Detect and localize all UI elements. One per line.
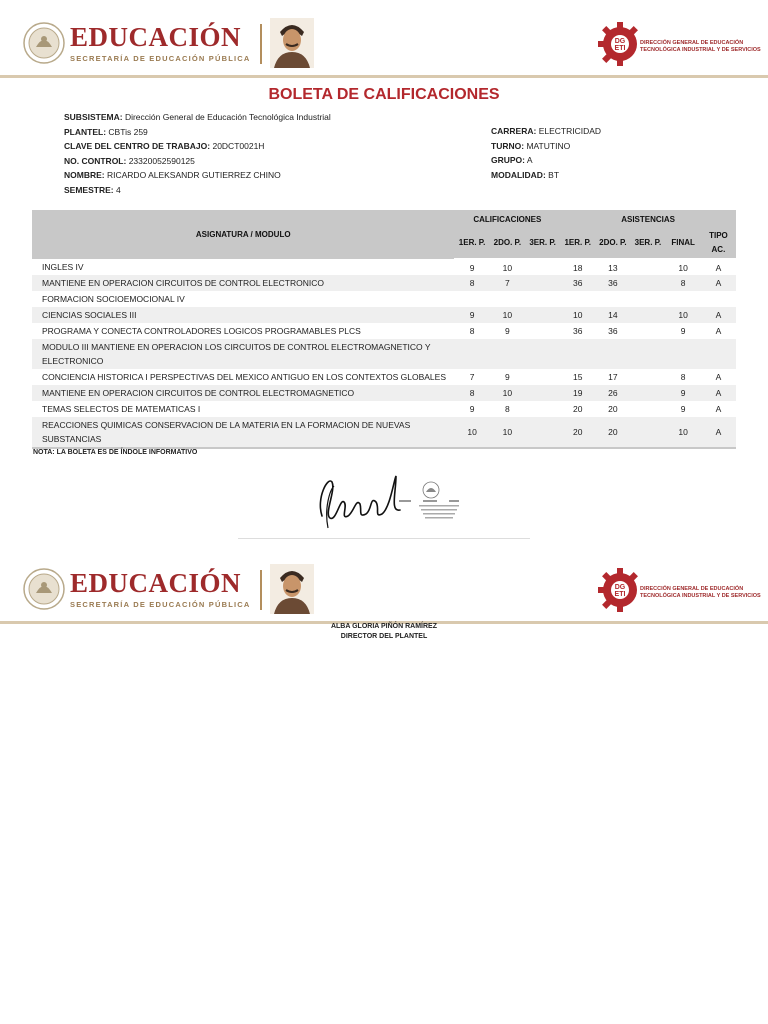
portrait-icon — [270, 18, 314, 68]
cell-a3 — [630, 323, 665, 339]
portrait-icon — [270, 564, 314, 614]
dgeti-logo — [598, 18, 768, 74]
svg-text:ETI: ETI — [614, 591, 626, 598]
cell-a2 — [595, 291, 630, 307]
dgeti-line-2: TECNOLÓGICA INDUSTRIAL Y DE SERVICIOS — [640, 46, 761, 53]
page-title: BOLETA DE CALIFICACIONES — [268, 86, 500, 103]
plantel-value: CBTis 259 — [108, 126, 148, 137]
dgeti-name — [640, 40, 768, 53]
grupo-label: GRUPO: — [491, 155, 525, 165]
cell-a2: 36 — [595, 275, 630, 291]
col-header-asis-1: 1ER. P. — [560, 228, 595, 259]
signatory-name: ALBA GLORIA PIÑÓN RAMÍREZ — [330, 623, 438, 630]
subsistema-field — [64, 110, 464, 125]
sep-logo — [22, 18, 322, 70]
cell-a1: 20 — [560, 417, 595, 448]
col-group-asistencias: ASISTENCIAS — [560, 210, 736, 228]
subject-name: INGLES IV — [42, 262, 84, 272]
table-row — [32, 401, 736, 417]
cell-c2: 10 — [502, 262, 513, 273]
subject-name: CONCIENCIA HISTORICA I PERSPECTIVAS DEL MEXICO ANTIGUO EN LOS CONTEXTOS GLOBALES — [42, 372, 447, 382]
bottom-header — [0, 546, 768, 624]
carrera-label: CARRERA: — [491, 126, 537, 136]
cell-tipo — [701, 291, 736, 307]
control-value: 23320052590125 — [128, 155, 195, 166]
divider — [260, 570, 262, 610]
cell-c1: 9 — [469, 404, 475, 414]
semestre-value: 4 — [115, 184, 121, 195]
cell-final: 9 — [680, 326, 686, 336]
table-row — [32, 369, 736, 385]
dgeti-line-1: DIRECCIÓN GENERAL DE EDUCACIÓN — [640, 40, 744, 46]
cell-tipo: A — [701, 385, 736, 401]
plantel-field — [64, 125, 464, 140]
subject-name: MANTIENE EN OPERACION CIRCUITOS DE CONTROL ELECTRONICO — [32, 275, 454, 291]
cell-c3 — [525, 385, 560, 401]
col-header-cal-1: 1ER. P. — [454, 228, 489, 259]
cell-tipo — [701, 339, 736, 369]
cell-a2: 20 — [608, 404, 618, 414]
cell-c3 — [525, 275, 560, 291]
dgeti-name — [640, 586, 768, 599]
cell-c2: 10 — [490, 417, 525, 448]
plantel-label: PLANTEL: — [64, 126, 107, 137]
informative-note: NOTA: LA BOLETA ES DE ÍNDOLE INFORMATIVO — [33, 449, 198, 456]
cell-a1: 20 — [573, 404, 583, 414]
signature-line — [238, 538, 530, 539]
clave-value: 20DCT0021H — [212, 141, 265, 151]
cell-a3 — [630, 259, 665, 275]
table-row — [32, 291, 736, 307]
national-seal-icon — [22, 567, 66, 611]
cell-a3 — [630, 369, 665, 385]
cell-a3 — [630, 385, 665, 401]
top-header — [0, 0, 768, 78]
cell-a3 — [630, 401, 665, 417]
cell-tipo: A — [701, 417, 736, 448]
sep-logo — [22, 564, 322, 616]
cell-tipo: A — [715, 404, 722, 414]
modalidad-label: MODALIDAD: — [491, 169, 546, 180]
grades-body — [32, 259, 736, 448]
control-field — [64, 154, 464, 169]
semestre-label: SEMESTRE: — [64, 184, 114, 195]
cell-c3 — [525, 259, 560, 275]
cell-c3 — [525, 291, 560, 307]
cell-a1: 18 — [573, 262, 583, 273]
subject-name: CIENCIAS SOCIALES III — [32, 307, 454, 323]
brand-subtitle: SECRETARÍA DE EDUCACIÓN PÚBLICA — [70, 54, 251, 63]
cell-c3 — [525, 401, 560, 417]
col-header-cal-3: 3ER. P. — [525, 228, 560, 259]
cell-final: 10 — [678, 262, 688, 273]
cell-a2: 14 — [595, 307, 630, 323]
cell-tipo: A — [715, 326, 722, 336]
cell-c1: 7 — [469, 372, 475, 382]
col-header-asis-3: 3ER. P. — [630, 228, 665, 259]
col-header-tipo: TIPO AC. — [701, 228, 736, 259]
col-header-final: FINAL — [665, 228, 700, 259]
dgeti-line-1: DIRECCIÓN GENERAL DE EDUCACIÓN — [640, 586, 744, 592]
carrera-field — [491, 124, 731, 139]
cell-a1: 36 — [573, 326, 583, 336]
subject-name: FORMACION SOCIOEMOCIONAL IV — [42, 294, 185, 304]
cell-a1 — [560, 291, 595, 307]
clave-field — [64, 139, 464, 154]
cell-a2: 36 — [608, 326, 618, 336]
modalidad-field — [491, 168, 731, 183]
divider — [260, 24, 262, 64]
official-stamp — [395, 478, 465, 526]
table-row — [32, 275, 736, 291]
subject-name: REACCIONES QUIMICAS CONSERVACION DE LA MATERIA EN LA FORMACION DE NUEVAS SUBSTANCIAS — [32, 417, 454, 448]
table-row — [32, 259, 736, 275]
clave-label: CLAVE DEL CENTRO DE TRABAJO: — [64, 141, 211, 151]
national-seal-icon — [22, 21, 66, 65]
signatory-position: DIRECTOR DEL PLANTEL — [340, 633, 428, 640]
cell-a1: 19 — [560, 385, 595, 401]
cell-c1: 8 — [454, 385, 489, 401]
nombre-label: NOMBRE: — [64, 170, 105, 180]
grupo-field — [491, 153, 731, 168]
cell-a3 — [630, 275, 665, 291]
cell-final: 9 — [665, 385, 700, 401]
cell-c2: 7 — [490, 275, 525, 291]
cell-c3 — [525, 417, 560, 448]
cell-c2 — [490, 339, 525, 369]
svg-text:DG: DG — [614, 584, 626, 591]
col-header-asis-2: 2DO. P. — [595, 228, 630, 259]
cell-c1: 10 — [454, 417, 489, 448]
header-rule — [0, 75, 768, 78]
cell-c1: 8 — [469, 326, 475, 336]
table-row — [32, 339, 736, 369]
cell-c1: 9 — [454, 307, 489, 323]
control-label: NO. CONTROL: — [64, 155, 127, 166]
svg-text:DG: DG — [614, 38, 626, 45]
cell-final — [665, 291, 700, 307]
cell-c1: 9 — [469, 262, 475, 273]
subject-name: TEMAS SELECTOS DE MATEMATICAS I — [42, 404, 201, 414]
cell-a2 — [595, 339, 630, 369]
cell-tipo: A — [715, 262, 722, 273]
cell-c3 — [525, 369, 560, 385]
cell-a2: 17 — [608, 372, 618, 382]
cell-a1: 15 — [573, 372, 583, 382]
cell-tipo: A — [701, 307, 736, 323]
table-row — [32, 323, 736, 339]
student-info-right — [491, 124, 731, 182]
subject-name: MODULO III MANTIENE EN OPERACION LOS CIRCUITOS DE CONTROL ELECTROMAGNETICO Y ELECTRONICO — [32, 339, 454, 369]
dgeti-logo — [598, 564, 768, 620]
cell-c3 — [525, 307, 560, 323]
grades-table — [32, 210, 736, 449]
grupo-value: A — [526, 155, 533, 165]
brand-title: EDUCACIÓN — [70, 22, 242, 52]
cell-a1: 10 — [560, 307, 595, 323]
col-header-asignatura: ASIGNATURA / MODULO — [32, 210, 454, 259]
carrera-value: ELECTRICIDAD — [538, 126, 602, 136]
subsistema-value: Dirección General de Educación Tecnológica Industrial — [124, 112, 331, 122]
cell-c2: 10 — [490, 385, 525, 401]
svg-text:ETI: ETI — [614, 45, 626, 52]
cell-final: 10 — [665, 417, 700, 448]
cell-a2: 26 — [595, 385, 630, 401]
nombre-value: RICARDO ALEKSANDR GUTIERREZ CHINO — [106, 170, 281, 180]
cell-c2: 9 — [504, 372, 510, 382]
cell-c2 — [490, 291, 525, 307]
cell-a1: 36 — [560, 275, 595, 291]
cell-final — [665, 339, 700, 369]
brand-title: EDUCACIÓN — [70, 568, 242, 598]
subsistema-label: SUBSISTEMA: — [64, 112, 123, 122]
cell-a3 — [630, 291, 665, 307]
cell-a3 — [630, 339, 665, 369]
semestre-field — [64, 183, 464, 198]
signatory — [0, 622, 768, 642]
cell-final: 8 — [680, 372, 686, 382]
cell-c1 — [454, 291, 489, 307]
col-group-calificaciones: CALIFICACIONES — [454, 210, 560, 228]
cell-tipo: A — [701, 275, 736, 291]
cell-final: 10 — [665, 307, 700, 323]
cell-final: 8 — [665, 275, 700, 291]
cell-c2: 10 — [490, 307, 525, 323]
cell-a3 — [630, 307, 665, 323]
subject-name: MANTIENE EN OPERACION CIRCUITOS DE CONTROL ELECTROMAGNETICO — [32, 385, 454, 401]
brand-subtitle: SECRETARÍA DE EDUCACIÓN PÚBLICA — [70, 600, 251, 609]
cell-a2: 20 — [595, 417, 630, 448]
col-header-cal-2: 2DO. P. — [490, 228, 525, 259]
cell-c1: 8 — [454, 275, 489, 291]
turno-field — [491, 139, 731, 154]
cell-a2: 13 — [608, 262, 618, 273]
cell-c3 — [525, 339, 560, 369]
cell-c1 — [454, 339, 489, 369]
cell-c3 — [525, 323, 560, 339]
table-row — [32, 385, 736, 401]
dgeti-line-2: TECNOLÓGICA INDUSTRIAL Y DE SERVICIOS — [640, 592, 761, 599]
cell-c2: 8 — [504, 404, 510, 414]
cell-a3 — [630, 417, 665, 448]
cell-a1 — [560, 339, 595, 369]
nombre-field — [64, 168, 464, 183]
subject-name: PROGRAMA Y CONECTA CONTROLADORES LOGICOS PROGRAMABLES PLCS — [42, 326, 361, 336]
turno-value: MATUTINO — [526, 140, 571, 151]
turno-label: TURNO: — [491, 140, 525, 151]
cell-c2: 9 — [504, 326, 510, 336]
table-row — [32, 307, 736, 323]
student-info-left — [64, 110, 464, 197]
table-row — [32, 417, 736, 448]
cell-tipo: A — [715, 372, 722, 382]
cell-final: 9 — [680, 404, 686, 414]
modalidad-value: BT — [548, 169, 560, 180]
